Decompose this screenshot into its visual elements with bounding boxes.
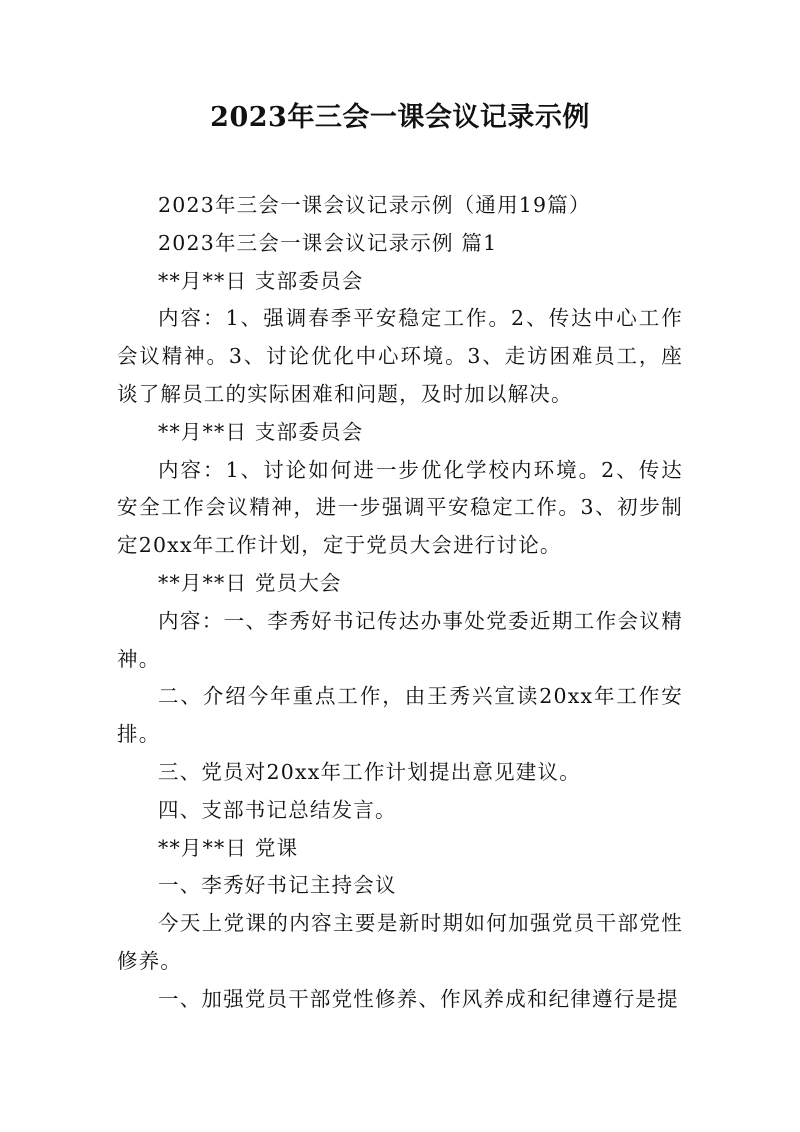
paragraph-content: 内容：1、讨论如何进一步优化学校内环境。2、传达安全工作会议精神，进一步强调平安稳定工作。3、初步制定20xx年工作计划，定于党员大会进行讨论。	[117, 457, 683, 558]
document-body	[117, 187, 683, 1019]
paragraph-date-meeting: **月**日 党课	[158, 835, 299, 860]
paragraph-date-meeting: **月**日 支部委员会	[158, 419, 364, 444]
paragraph-subtitle: 2023年三会一课会议记录示例（通用19篇）	[158, 193, 591, 217]
paragraph-content: 今天上党课的内容主要是新时期如何加强党员干部党性修养。	[117, 911, 683, 973]
paragraph-section-heading: 2023年三会一课会议记录示例 篇1	[158, 230, 498, 255]
paragraph-date-meeting: **月**日 党员大会	[158, 570, 342, 595]
paragraph-content: 二、介绍今年重点工作，由王秀兴宣读20xx年工作安排。	[117, 684, 683, 747]
paragraph-content: 一、李秀好书记主持会议	[158, 873, 397, 898]
paragraph-date-meeting: **月**日 支部委员会	[158, 268, 364, 293]
paragraph-content: 三、党员对20xx年工作计划提出意见建议。	[158, 759, 581, 784]
paragraph-content: 内容：一、李秀好书记传达办事处党委近期工作会议精神。	[117, 608, 683, 671]
paragraph-content: 内容：1、强调春季平安稳定工作。2、传达中心工作会议精神。3、讨论优化中心环境。3、走访困难员工，座谈了解员工的实际困难和问题，及时加以解决。	[117, 306, 683, 406]
paragraph-content: 四、支部书记总结发言。	[158, 797, 397, 822]
document-title: 2023年三会一课会议记录示例	[210, 102, 590, 133]
paragraph-content: 一、加强党员干部党性修养、作风养成和纪律遵行是提	[158, 986, 679, 1011]
